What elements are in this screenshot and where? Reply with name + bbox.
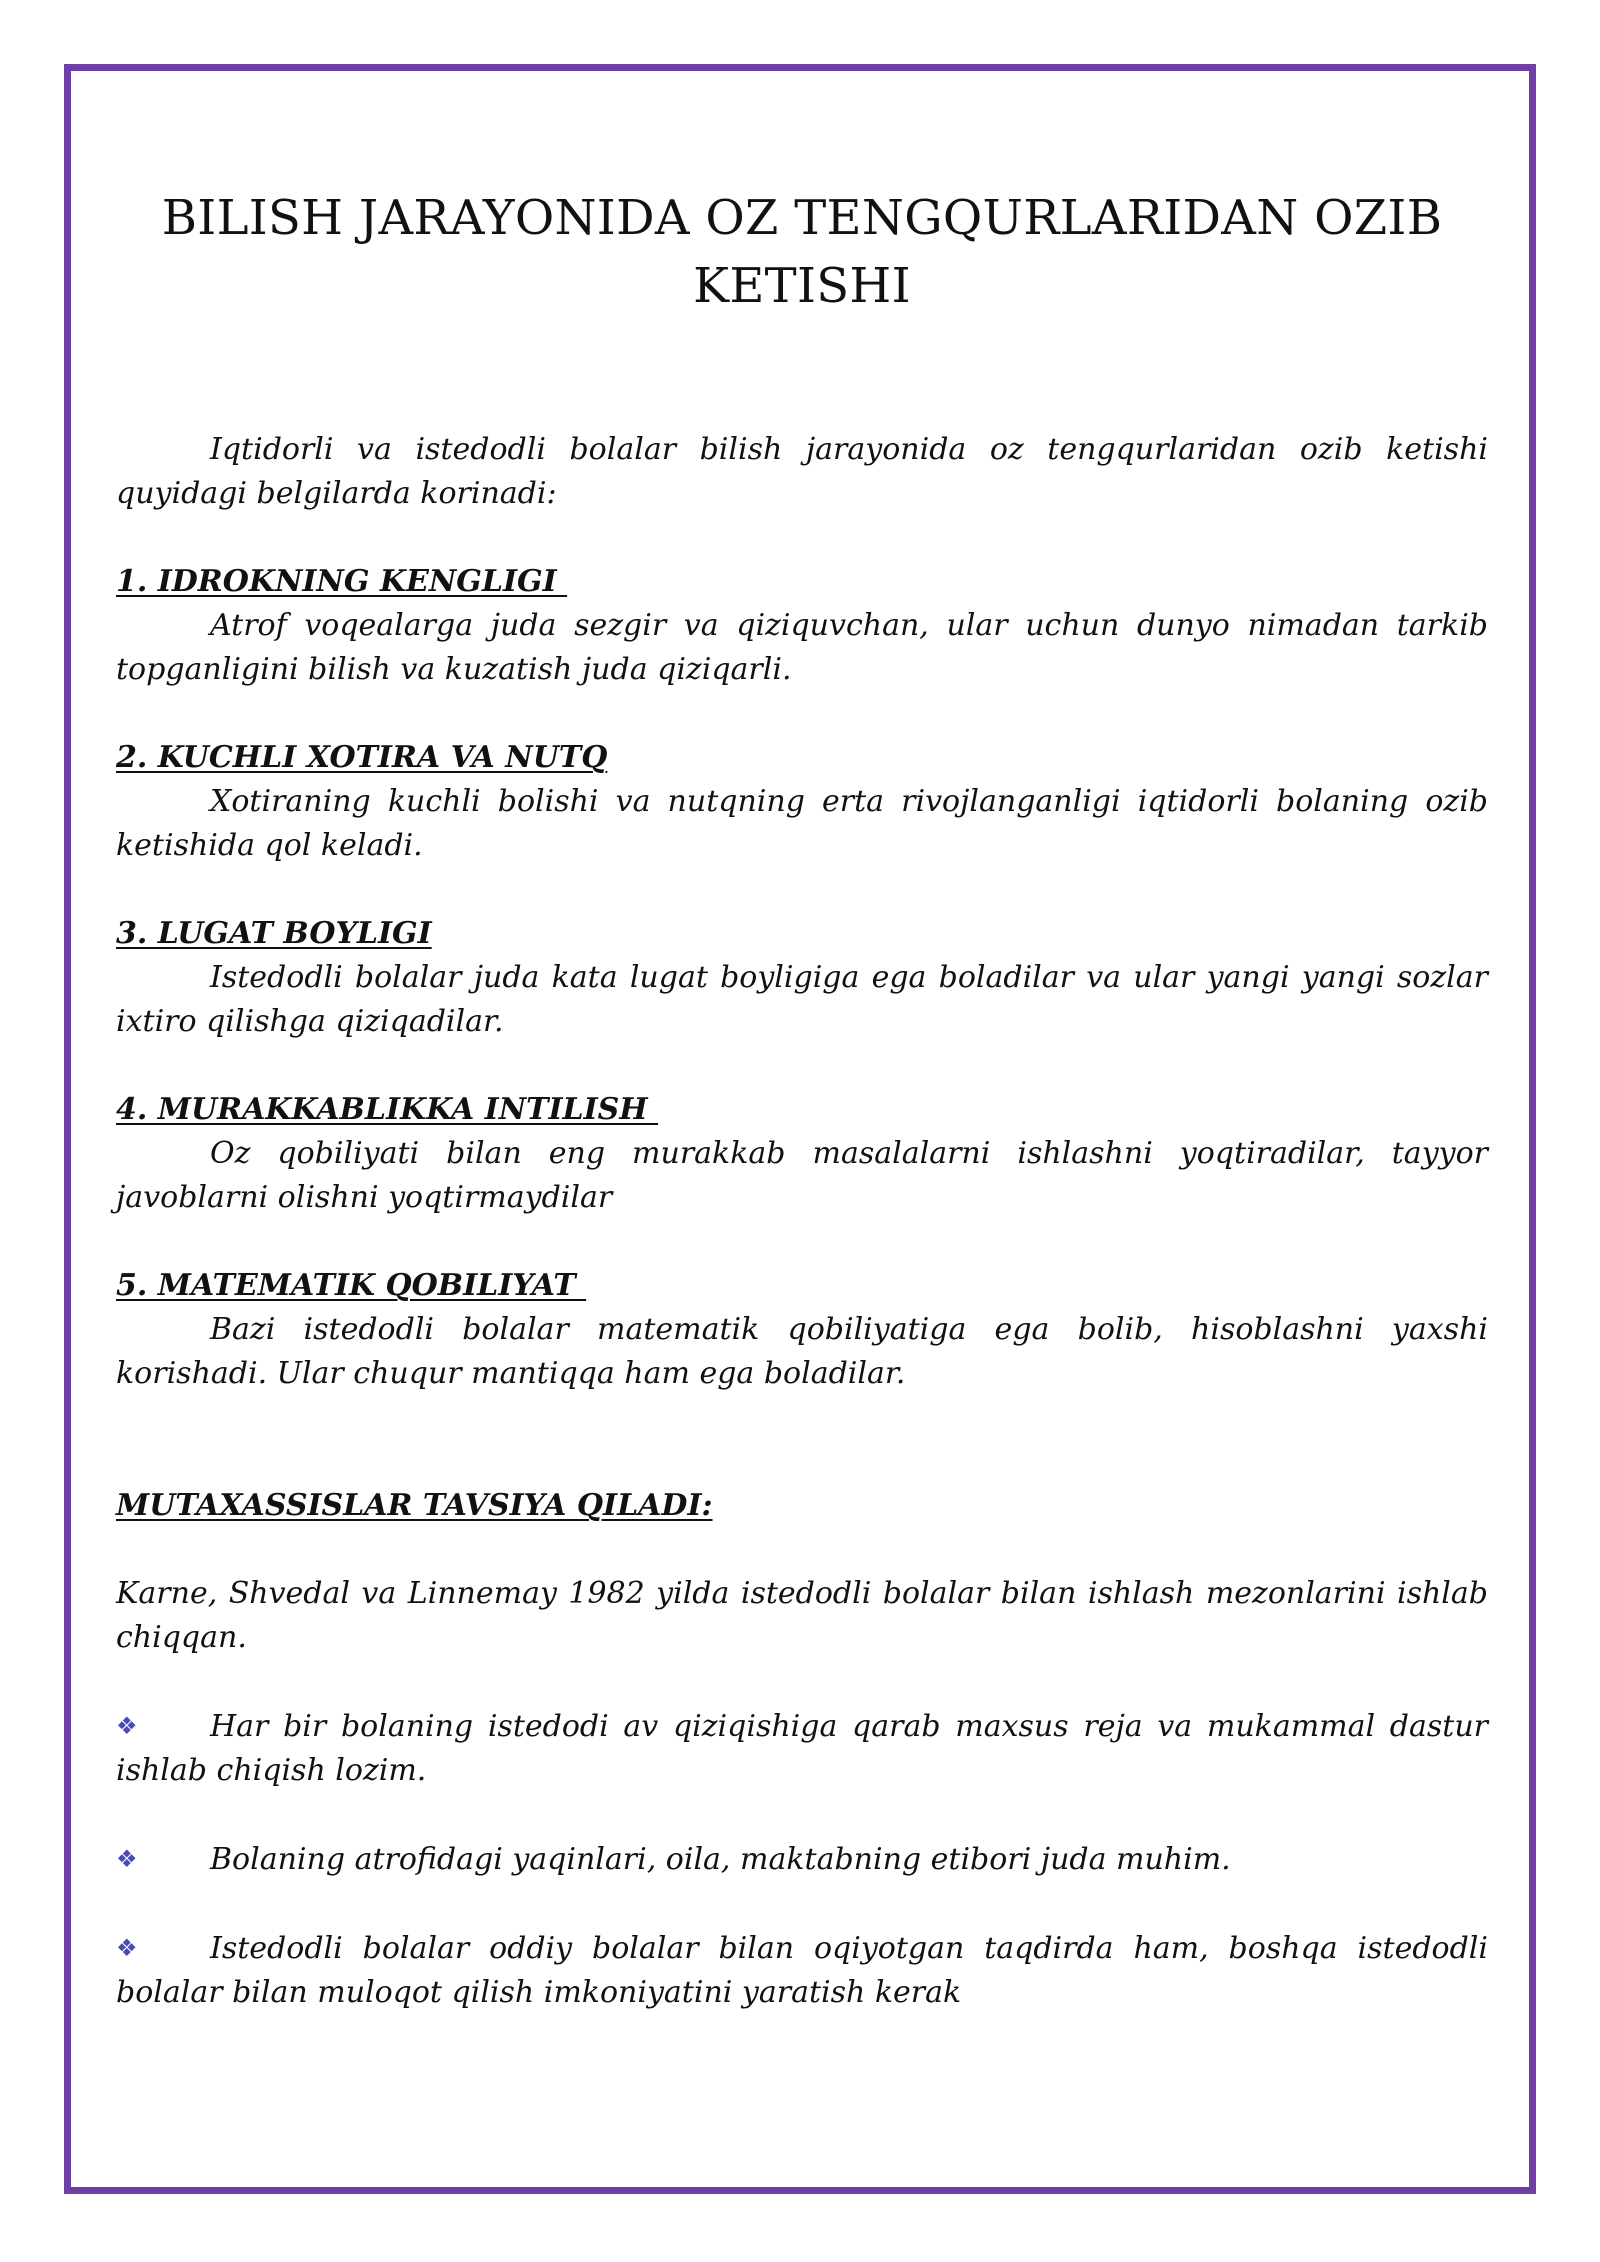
recommendations-heading: MUTAXASSISLAR TAVSIYA QILADI:	[116, 1488, 713, 1523]
section-xotira	[116, 736, 1488, 868]
document-title: BILISH JARAYONIDA OZ TENGQURLARIDAN OZIB KETISHI	[161, 190, 1443, 314]
section-body: Xotiraning kuchli bolishi va nutqning erta rivojlanganligi iqtidorli bolaning ozib ketishida qol keladi.	[116, 784, 1488, 863]
bullet-text: Bolaning atrofidagi yaqinlari, oila, maktabning etibori juda muhim.	[210, 1842, 1231, 1877]
document-content	[116, 184, 1488, 2045]
section-body: Istedodli bolalar juda kata lugat boyligiga ega boladilar va ular yangi yangi sozlar ixtiro qilishga qiziqadilar.	[116, 960, 1488, 1039]
bullet-text: Har bir bolaning istedodi av qiziqishiga qarab maxsus reja va mukammal dastur ishlab chiqish lozim.	[116, 1709, 1488, 1788]
section-lugat	[116, 912, 1488, 1044]
section-idrok	[116, 560, 1488, 692]
section-heading: 5. MATEMATIK QOBILIYAT	[116, 1268, 587, 1303]
bullet-item	[116, 1704, 1488, 1793]
section-body: Bazi istedodli bolalar matematik qobiliyatiga ega bolib, hisoblashni yaxshi korishadi. Ular chuqur mantiqqa ham ega boladilar.	[116, 1312, 1488, 1391]
four-diamond-bullet-icon: ❖	[116, 1845, 138, 1873]
section-body: Atrof voqealarga juda sezgir va qiziquvchan, ular uchun dunyo nimadan tarkib topganligini bilish va kuzatish juda qiziqarli.	[116, 608, 1488, 687]
four-diamond-bullet-icon: ❖	[116, 1934, 138, 1962]
section-murakkablik	[116, 1088, 1488, 1220]
bullet-text: Istedodli bolalar oddiy bolalar bilan oqiyotgan taqdirda ham, boshqa istedodli bolalar bilan muloqot qilish imkoniyatini yaratish kerak	[116, 1931, 1488, 2010]
bullet-item	[116, 1926, 1488, 2015]
reference-paragraph: Karne, Shvedal va Linnemay 1982 yilda istedodli bolalar bilan ishlash mezonlarini ishlab chiqqan.	[116, 1576, 1488, 1655]
intro-paragraph: Iqtidorli va istedodli bolalar bilish jarayonida oz tengqurlaridan ozib ketishi quyidagi belgilarda korinadi:	[116, 432, 1488, 511]
section-heading: 2. KUCHLI XOTIRA VA NUTQ	[116, 740, 608, 775]
section-body: Oz qobiliyati bilan eng murakkab masalalarni ishlashni yoqtiradilar, tayyor javoblarni olishni yoqtirmaydilar	[116, 1136, 1488, 1215]
bullet-item	[116, 1837, 1488, 1882]
section-matematik	[116, 1264, 1488, 1396]
section-heading: 4. MURAKKABLIKKA INTILISH	[116, 1092, 659, 1127]
section-heading: 3. LUGAT BOYLIGI	[116, 916, 432, 951]
four-diamond-bullet-icon: ❖	[116, 1712, 138, 1740]
section-heading: 1. IDROKNING KENGLIGI	[116, 564, 568, 599]
